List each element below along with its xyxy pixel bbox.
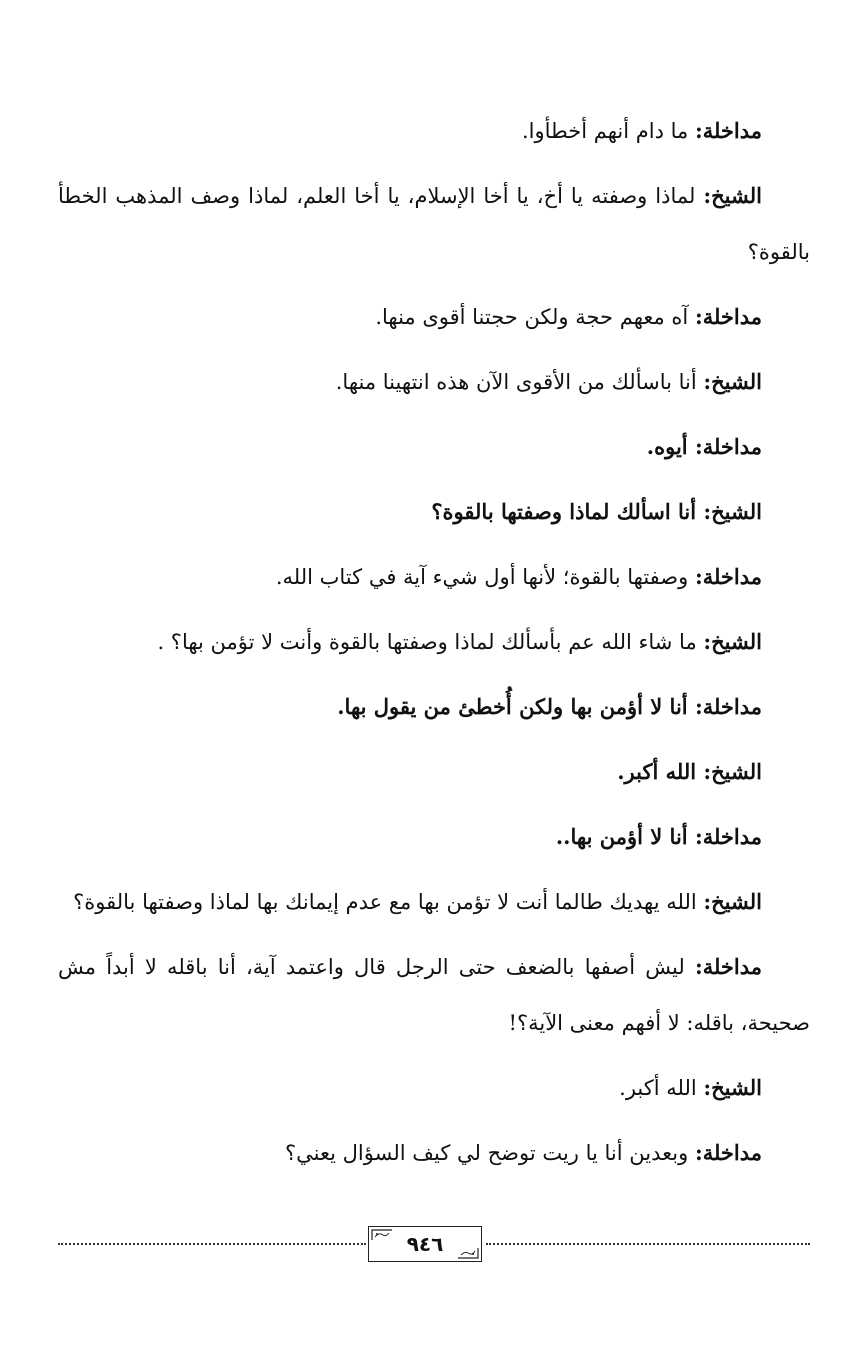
dialogue-line	[58, 1125, 810, 1181]
dialogue-text: ليش أصفها بالضعف حتى الرجل قال واعتمد آية، أنا باقله لا أبداً مش صحيحة، باقله: لا أفهم معنى الآية؟!	[58, 955, 810, 1035]
footer-dotted-rule	[486, 1243, 810, 1245]
dialogue-text: أنا لا أؤمن بها..	[555, 824, 695, 849]
dialogue-text: وبعدين أنا يا ريت توضح لي كيف السؤال يعني؟	[285, 1141, 695, 1165]
dialogue-line	[58, 744, 810, 800]
dialogue-line	[58, 614, 810, 670]
dialogue-line	[58, 289, 810, 345]
speaker-label: مداخلة:	[694, 304, 762, 329]
page-body	[58, 103, 810, 1190]
dialogue-line	[58, 939, 810, 1051]
speaker-label: مداخلة:	[694, 434, 762, 459]
dialogue-text: أيوه.	[646, 434, 695, 459]
speaker-label: الشيخ:	[703, 183, 762, 208]
dialogue-line	[58, 354, 810, 410]
dialogue-text: ما شاء الله عم بأسألك لماذا وصفتها بالقوة وأنت لا تؤمن بها؟ .	[157, 630, 704, 654]
dialogue-text: الله أكبر.	[619, 1076, 704, 1100]
dialogue-text: أنا اسألك لماذا وصفتها بالقوة؟	[431, 499, 704, 524]
dialogue-text: أنا باسألك من الأقوى الآن هذه انتهينا منها.	[335, 370, 704, 394]
dialogue-line	[58, 484, 810, 540]
speaker-label: الشيخ:	[703, 759, 762, 784]
footer-dotted-rule	[58, 1243, 366, 1245]
corner-ornament-icon	[371, 1229, 393, 1241]
dialogue-line	[58, 809, 810, 865]
speaker-label: مداخلة:	[694, 1140, 762, 1165]
dialogue-text: أنا لا أؤمن بها ولكن أُخطئ من يقول بها.	[337, 694, 695, 719]
dialogue-text: وصفتها بالقوة؛ لأنها أول شيء آية في كتاب الله.	[275, 565, 695, 589]
speaker-label: الشيخ:	[703, 889, 762, 914]
dialogue-text: آه معهم حجة ولكن حجتنا أقوى منها.	[375, 305, 695, 329]
dialogue-line	[58, 1060, 810, 1116]
speaker-label: الشيخ:	[703, 499, 762, 524]
dialogue-line	[58, 168, 810, 280]
speaker-label: الشيخ:	[703, 1075, 762, 1100]
speaker-label: مداخلة:	[694, 564, 762, 589]
dialogue-line	[58, 419, 810, 475]
dialogue-line	[58, 103, 810, 159]
dialogue-text: لماذا وصفته يا أخ، يا أخا الإسلام، يا أخا العلم، لماذا وصف المذهب الخطأ بالقوة؟	[58, 184, 810, 264]
dialogue-text: ما دام أنهم أخطأوا.	[521, 119, 695, 143]
speaker-label: مداخلة:	[694, 118, 762, 143]
speaker-label: مداخلة:	[694, 954, 762, 979]
dialogue-line	[58, 874, 810, 930]
dialogue-text: الله أكبر.	[617, 759, 704, 784]
speaker-label: الشيخ:	[703, 369, 762, 394]
speaker-label: مداخلة:	[694, 824, 762, 849]
speaker-label: الشيخ:	[703, 629, 762, 654]
page-number: ٩٤٦	[406, 1232, 444, 1256]
corner-ornament-icon	[457, 1247, 479, 1259]
dialogue-line	[58, 679, 810, 735]
page-number-frame	[368, 1226, 482, 1262]
speaker-label: مداخلة:	[694, 694, 762, 719]
dialogue-text: الله يهديك طالما أنت لا تؤمن بها مع عدم إيمانك بها لماذا وصفتها بالقوة؟	[73, 890, 704, 914]
dialogue-line	[58, 549, 810, 605]
page-footer	[58, 1226, 810, 1266]
